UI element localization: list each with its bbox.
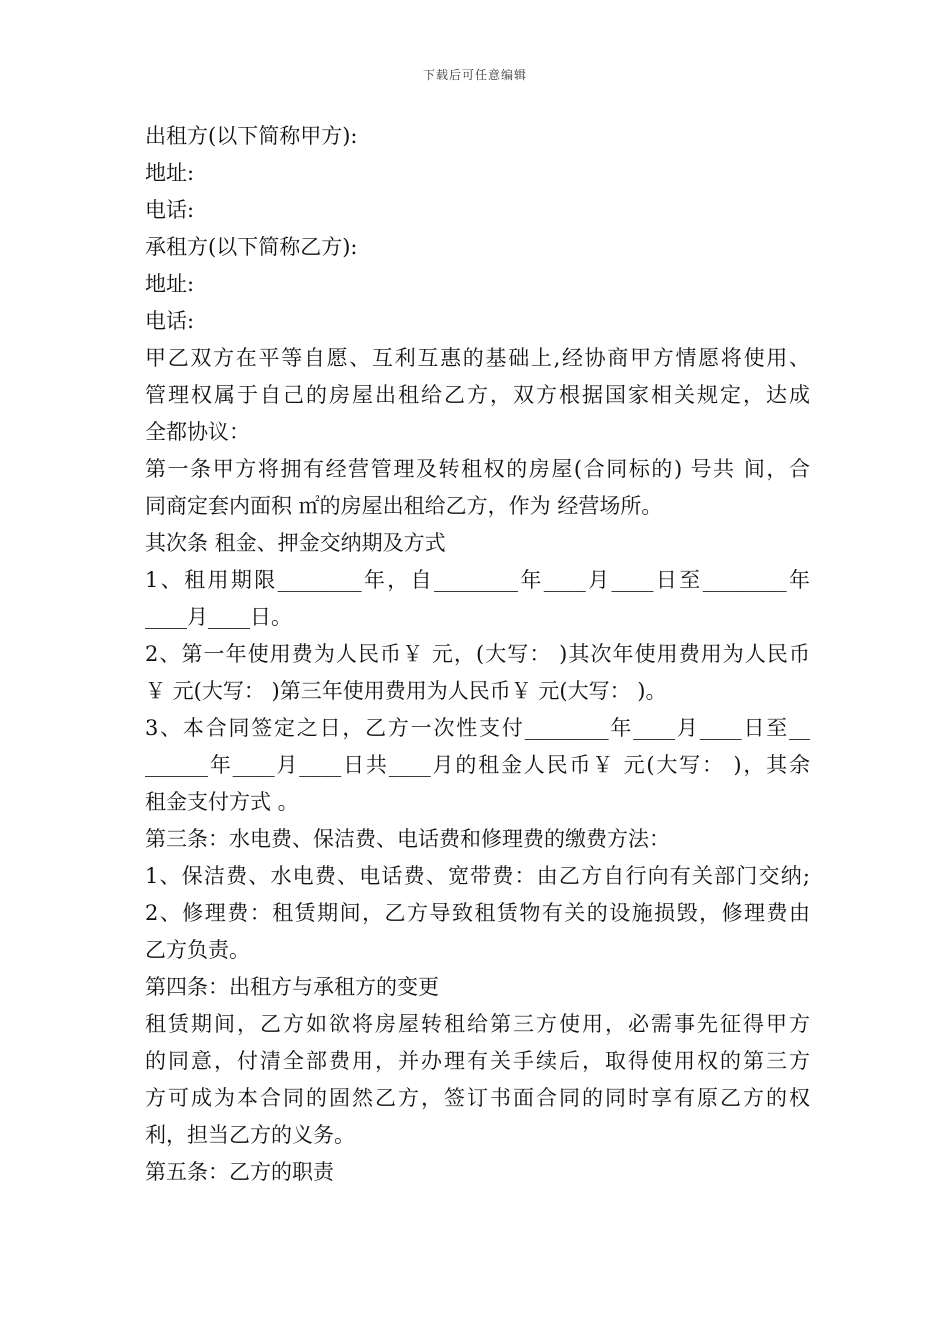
- article-2-item-3-line-1: 3、本合同签定之日，乙方一次性支付________年____月____日至__: [145, 716, 810, 740]
- article-2-heading: 其次条 租金、押金交纳期及方式: [145, 531, 446, 555]
- article-4-line-3: 方可成为本合同的固然乙方，签订书面合同的同时享有原乙方的权: [145, 1086, 810, 1110]
- article-4-line-2: 的同意，付清全部费用，并办理有关手续后，取得使用权的第三方: [145, 1049, 810, 1073]
- article-4-line-1: 租赁期间，乙方如欲将房屋转租给第三方使用，必需事先征得甲方: [145, 1012, 810, 1036]
- preamble-line-2: 管理权属于自己的房屋出租给乙方，双方根据国家相关规定，达成: [145, 383, 810, 407]
- preamble-line-3: 全都协议：: [145, 420, 250, 444]
- article-3-item-2-line-1: 2、修理费：租赁期间，乙方导致租赁物有关的设施损毁，修理费由: [145, 901, 810, 925]
- article-1-line-1: 第一条甲方将拥有经营管理及转租权的房屋(合同标的) 号共 间，合: [145, 457, 810, 481]
- article-3-item-1: 1、保洁费、水电费、电话费、宽带费：由乙方自行向有关部门交纳;: [145, 864, 810, 888]
- article-3-heading: 第三条：水电费、保洁费、电话费和修理费的缴费方法：: [145, 827, 670, 851]
- lessee-label: 承租方(以下简称乙方):: [145, 235, 358, 259]
- article-2-item-3-line-2: ______年____月____日共____月的租金人民币￥ 元(大写： )，其余: [145, 753, 810, 777]
- article-4-heading: 第四条：出租方与承租方的变更: [145, 975, 439, 999]
- article-2-item-1-line-2: ____月____日。: [145, 605, 292, 629]
- article-1-line-2: 同商定套内面积 ㎡的房屋出租给乙方，作为 经营场所。: [145, 494, 663, 518]
- lessee-address-label: 地址:: [145, 272, 195, 296]
- article-2-item-1-line-1: 1、租用期限________年，自________年____月____日至________年: [145, 568, 810, 592]
- article-2-item-2-line-1: 2、第一年使用费为人民币￥ 元，(大写： )其次年使用费用为人民币: [145, 642, 810, 666]
- contract-body: [145, 118, 810, 1191]
- preamble-line-1: 甲乙双方在平等自愿、互利互惠的基础上,经协商甲方情愿将使用、: [145, 346, 810, 370]
- lessor-address-label: 地址:: [145, 161, 195, 185]
- article-4-line-4: 利，担当乙方的义务。: [145, 1123, 355, 1147]
- lessee-phone-label: 电话:: [145, 309, 195, 333]
- lessor-phone-label: 电话:: [145, 198, 195, 222]
- article-2-item-2-line-2: ￥ 元(大写： )第三年使用费用为人民币￥ 元(大写： )。: [145, 679, 667, 703]
- article-5-heading: 第五条：乙方的职责: [145, 1160, 334, 1184]
- article-3-item-2-line-2: 乙方负责。: [145, 938, 250, 962]
- lessor-label: 出租方(以下简称甲方):: [145, 124, 358, 148]
- article-2-item-3-line-3: 租金支付方式 。: [145, 790, 299, 814]
- header-note: 下载后可任意编辑: [422, 68, 527, 82]
